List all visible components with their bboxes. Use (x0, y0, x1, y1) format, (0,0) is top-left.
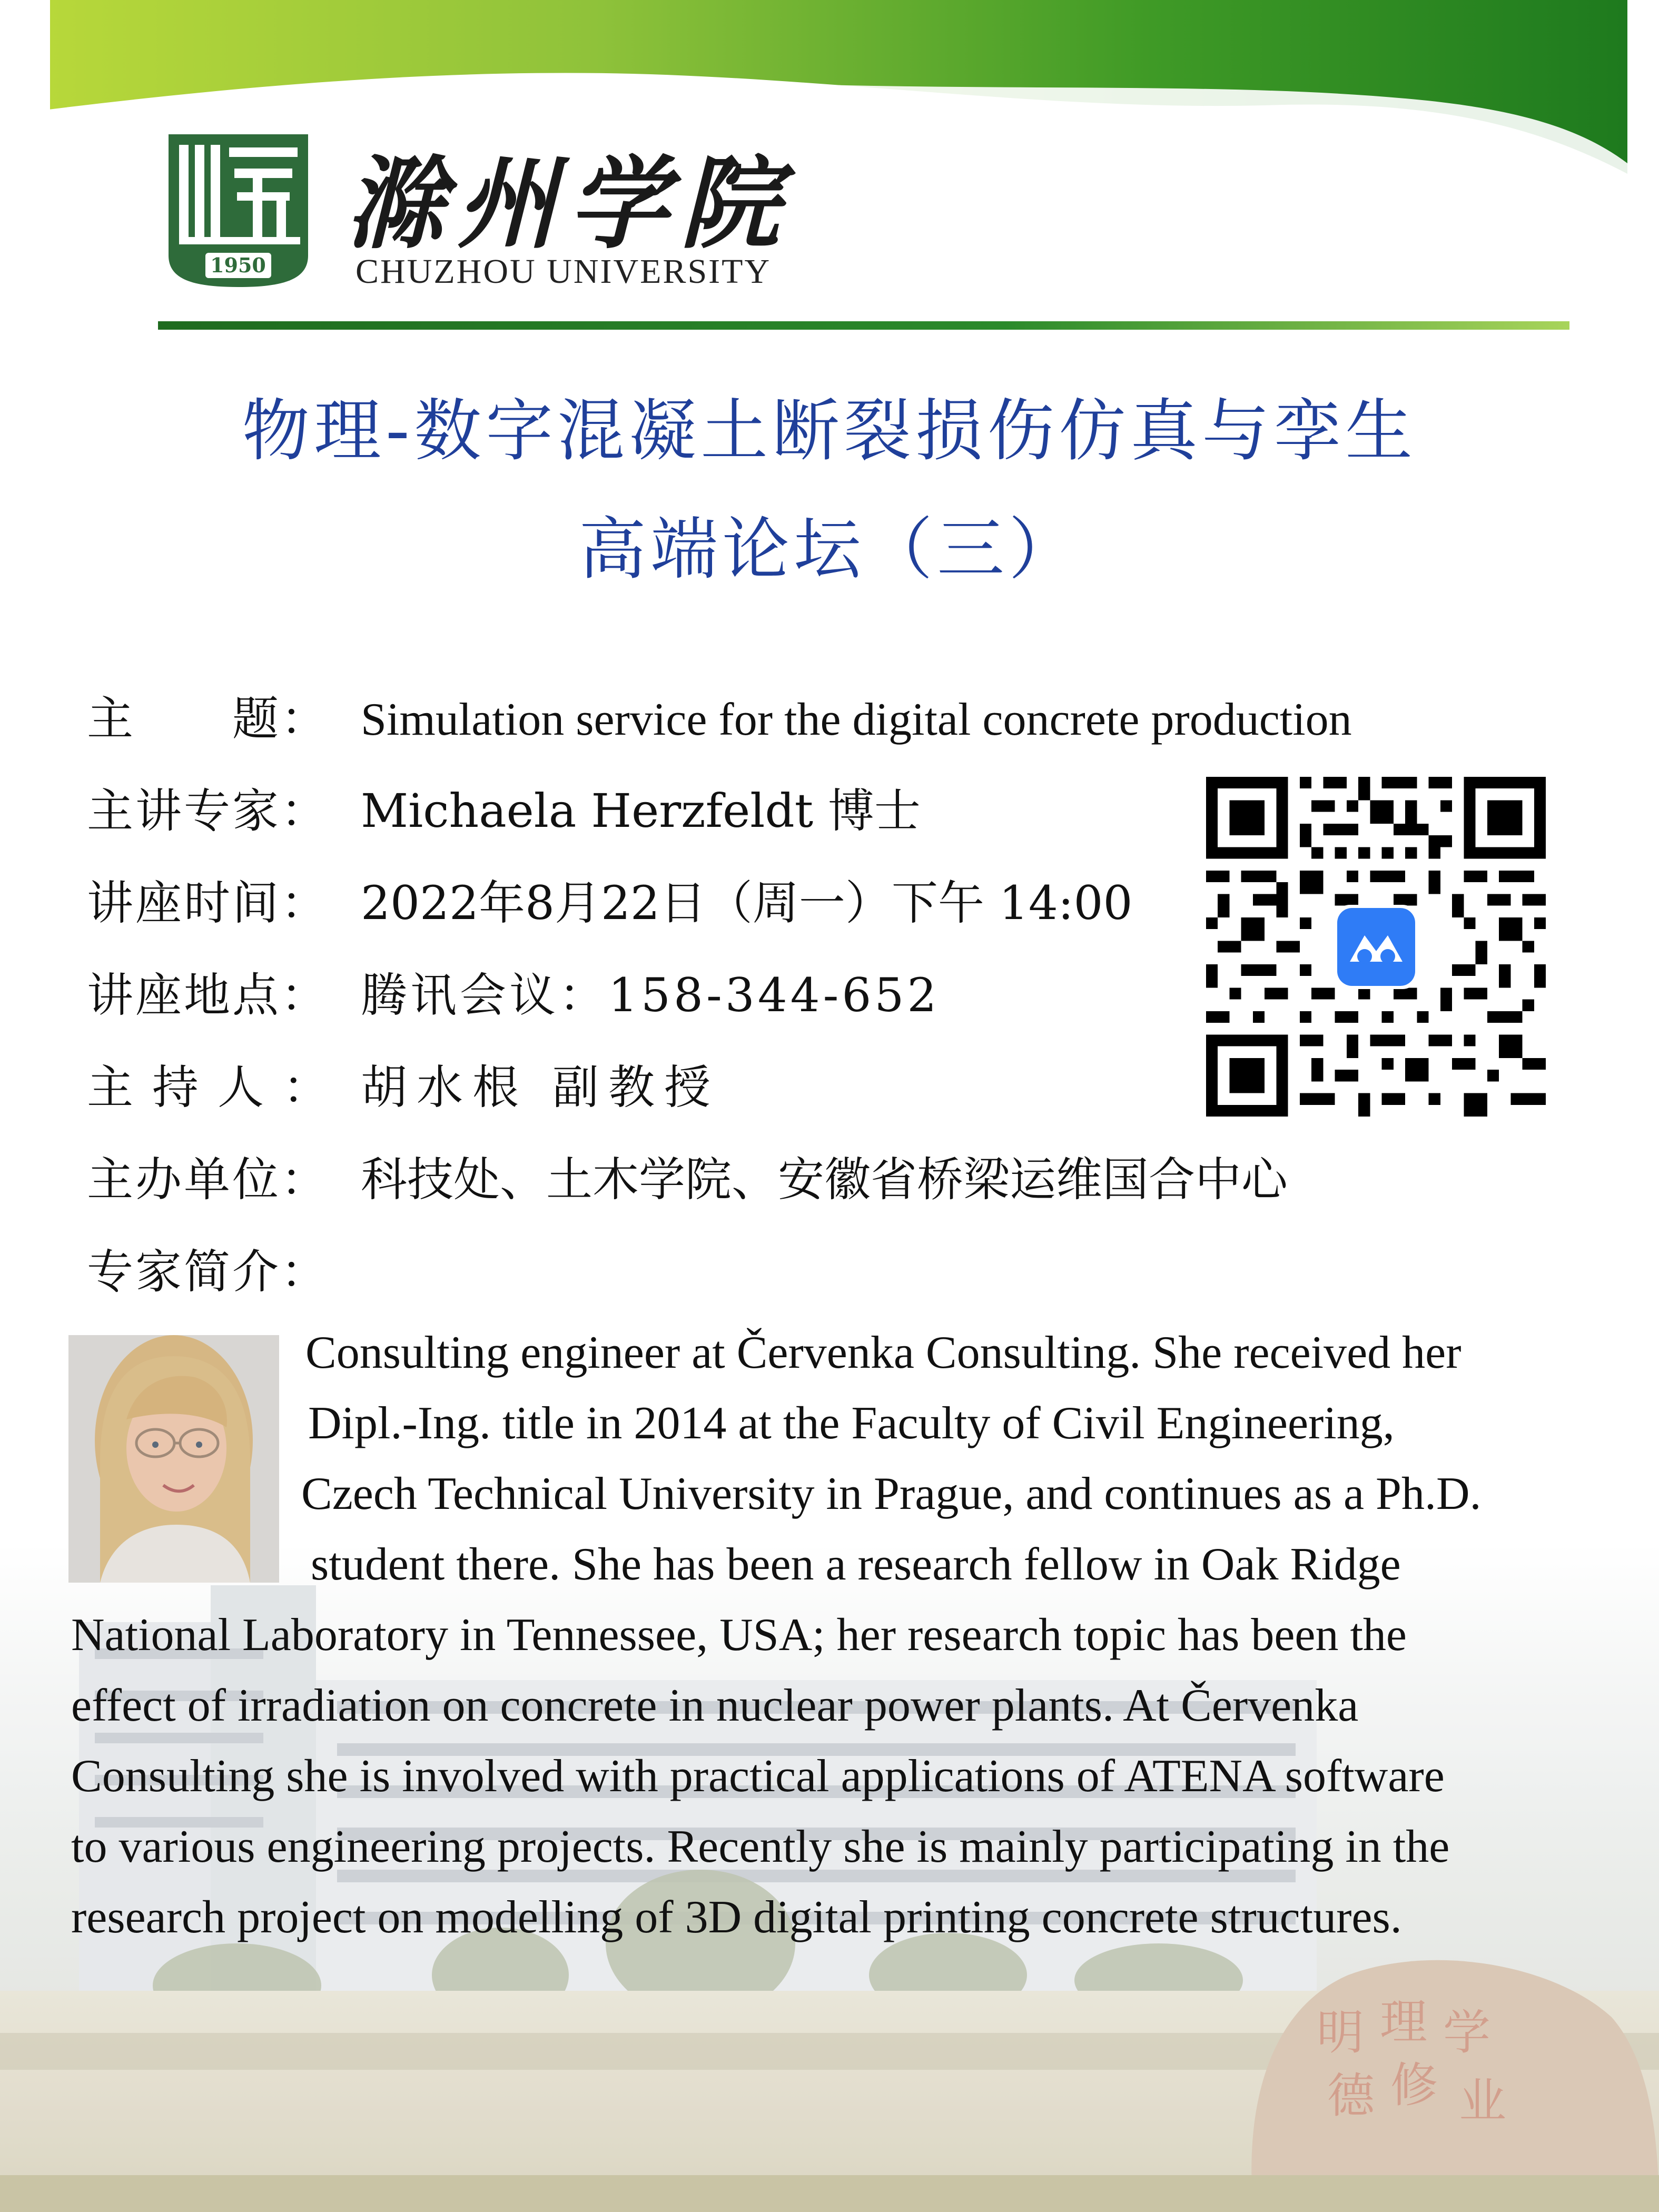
time-value: 2022年8月22日（周一）下午 14:00 (361, 876, 1133, 930)
bio-line-8: to various engineering projects. Recently she is mainly participating in the (71, 1821, 1450, 1872)
bio-line-7: Consulting she is involved with practical applications of ATENA software (71, 1751, 1445, 1802)
topic-row (87, 682, 1352, 745)
tencent-meeting-icon (1334, 905, 1418, 989)
organizer-label: 主办单位： (87, 1152, 330, 1207)
svg-text:修: 修 (1390, 2058, 1438, 2113)
bio-line-6: effect of irradiation on concrete in nuclear power plants. At Červenka (71, 1680, 1359, 1731)
place-value: 腾讯会议：158-344-652 (361, 968, 940, 1022)
bio-line-2: Dipl.-Ing. title in 2014 at the Faculty of Civil Engineering, (308, 1398, 1395, 1449)
speaker-photo (68, 1335, 279, 1583)
bio-line-3: Czech Technical University in Prague, and continues as a Ph.D. (301, 1468, 1482, 1519)
speaker-row (87, 774, 921, 837)
topic-label: 主 题： (87, 692, 330, 746)
svg-text:学: 学 (1443, 2005, 1490, 2060)
organizer-value: 科技处、土木学院、安徽省桥梁运维国合中心 (361, 1152, 1288, 1207)
speaker-label: 主讲专家： (87, 784, 330, 838)
host-label: 主 持 人 ： (87, 1060, 331, 1114)
svg-text:理: 理 (1380, 1994, 1427, 2050)
organizer-row (87, 1143, 1288, 1206)
place-row (87, 959, 940, 1022)
bio-line-9: research project on modelling of 3D digital printing concrete structures. (71, 1892, 1402, 1943)
forum-title-line1: 物理-数字混凝土断裂损伤仿真与孪生 (242, 392, 1417, 470)
place-label: 讲座地点： (87, 968, 330, 1022)
bio-label: 专家简介： (87, 1245, 330, 1299)
time-row (87, 866, 1133, 930)
time-label: 讲座时间： (87, 876, 330, 930)
topic-value: Simulation service for the digital concrete production (361, 694, 1352, 745)
svg-text:明: 明 (1317, 2005, 1364, 2060)
svg-text:德: 德 (1327, 2068, 1375, 2124)
speaker-value: Michaela Herzfeldt 博士 (361, 784, 921, 838)
bio-heading-row (87, 1235, 361, 1298)
svg-text:业: 业 (1459, 2073, 1506, 2129)
university-logo (163, 129, 313, 292)
bio-line-4: student there. She has been a research fellow in Oak Ridge (311, 1539, 1401, 1590)
forum-title-line2: 高端论坛（三） (578, 510, 1080, 589)
logo-year: 1950 (210, 253, 266, 277)
bio-line-1: Consulting engineer at Červenka Consulting. She received her (305, 1327, 1461, 1378)
university-name-en: CHUZHOU UNIVERSITY (355, 252, 772, 291)
bio-line-5: National Laboratory in Tennessee, USA; her research topic has been the (71, 1609, 1407, 1661)
host-row (87, 1051, 720, 1114)
university-name-cn: 滁州学院 (345, 145, 792, 262)
host-value: 胡水根 副教授 (361, 1060, 720, 1114)
